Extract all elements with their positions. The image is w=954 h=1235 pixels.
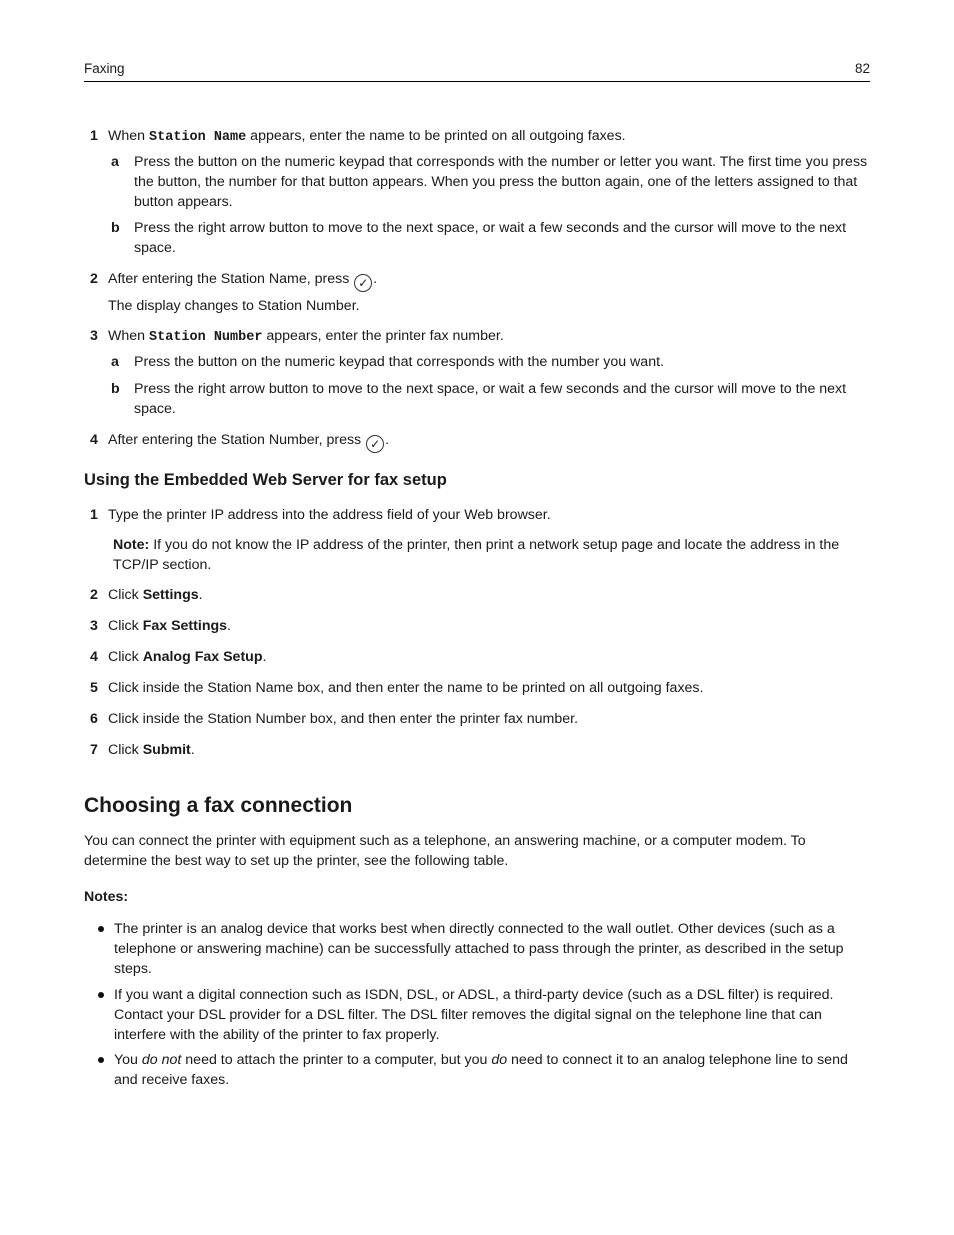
ews-step-4: 4 Click Analog Fax Setup. xyxy=(90,649,267,665)
page-header xyxy=(84,61,870,82)
notes-label: Notes: xyxy=(84,889,129,905)
section-title: Faxing xyxy=(84,61,125,76)
analog-fax-setup-link: Analog Fax Setup xyxy=(142,649,263,665)
step-1: 1 When Station Name appears, enter the name to be printed on all outgoing faxes. xyxy=(90,128,626,145)
step-1b: b Press the right arrow button to move to the next space, or wait a few seconds and the cursor will move to the next space. xyxy=(111,220,847,256)
ews-note: Note: If you do not know the IP address of the printer, then print a network setup page and locate the address in the TCP/IP section. xyxy=(113,537,840,573)
section-heading-choosing: Choosing a fax connection xyxy=(84,794,353,817)
ews-step-7: 7 Click Submit. xyxy=(90,742,195,758)
section-heading-ews: Using the Embedded Web Server for fax setup xyxy=(84,471,447,489)
station-number-code: Station Number xyxy=(149,330,263,345)
page-number: 82 xyxy=(854,61,870,76)
bullet-icon xyxy=(98,926,104,932)
ews-step-3: 3 Click Fax Settings. xyxy=(90,618,231,634)
ews-step-1: 1 Type the printer IP address into the address field of your Web browser. xyxy=(90,507,551,523)
check-circle-icon: ✓ xyxy=(354,274,372,292)
ews-step-5: 5 Click inside the Station Name box, and then enter the name to be printed on all outgoing faxes. xyxy=(90,680,704,696)
step-4: 4 After entering the Station Number, press ✓ . xyxy=(90,432,390,451)
step-3: 3 When Station Number appears, enter the printer fax number. xyxy=(90,328,504,345)
ews-step-2: 2 Click Settings. xyxy=(90,587,203,603)
submit-link: Submit xyxy=(142,742,191,758)
step-1a: a Press the button on the numeric keypad that corresponds with the number or letter you want. The first time you press the button, the number for that button appears. When you press the button again, one of the letters assigned to that button appears. xyxy=(111,154,868,210)
step-2-followup: The display changes to Station Number. xyxy=(108,298,360,314)
fax-settings-link: Fax Settings xyxy=(142,618,228,634)
station-name-code: Station Name xyxy=(149,130,247,145)
note-bullet-1: The printer is an analog device that works best when directly connected to the wall outlet. Other devices (such as a telephone or answering machine) can be successfully attached to pass through the printer, as described in the setup steps. xyxy=(84,919,870,979)
bullet-icon xyxy=(98,1057,104,1063)
step-2: 2 After entering the Station Name, press ✓ . xyxy=(90,271,378,290)
step-3b: b Press the right arrow button to move to the next space, or wait a few seconds and the cursor will move to the next space. xyxy=(111,381,847,417)
ews-step-6: 6 Click inside the Station Number box, and then enter the printer fax number. xyxy=(90,711,579,727)
choosing-intro: You can connect the printer with equipment such as a telephone, an answering machine, or a computer modem. To determine the best way to set up the printer, see the following table. xyxy=(84,833,806,869)
note-bullet-2: If you want a digital connection such as ISDN, DSL, or ADSL, a third-party device (such as a DSL filter) is required. Contact your DSL provider for a DSL filter. The DSL filter removes the digital signal on the telephone line that can interfere with the ability of the printer to fax properly. xyxy=(84,985,870,1045)
note-bullet-3: You do not need to attach the printer to a computer, but you do need to connect it to an analog telephone line to send and receive faxes. xyxy=(84,1050,870,1090)
settings-link: Settings xyxy=(142,587,199,603)
step-3a: a Press the button on the numeric keypad that corresponds with the number you want. xyxy=(111,354,664,370)
check-circle-icon: ✓ xyxy=(366,435,384,453)
bullet-icon xyxy=(98,992,104,998)
